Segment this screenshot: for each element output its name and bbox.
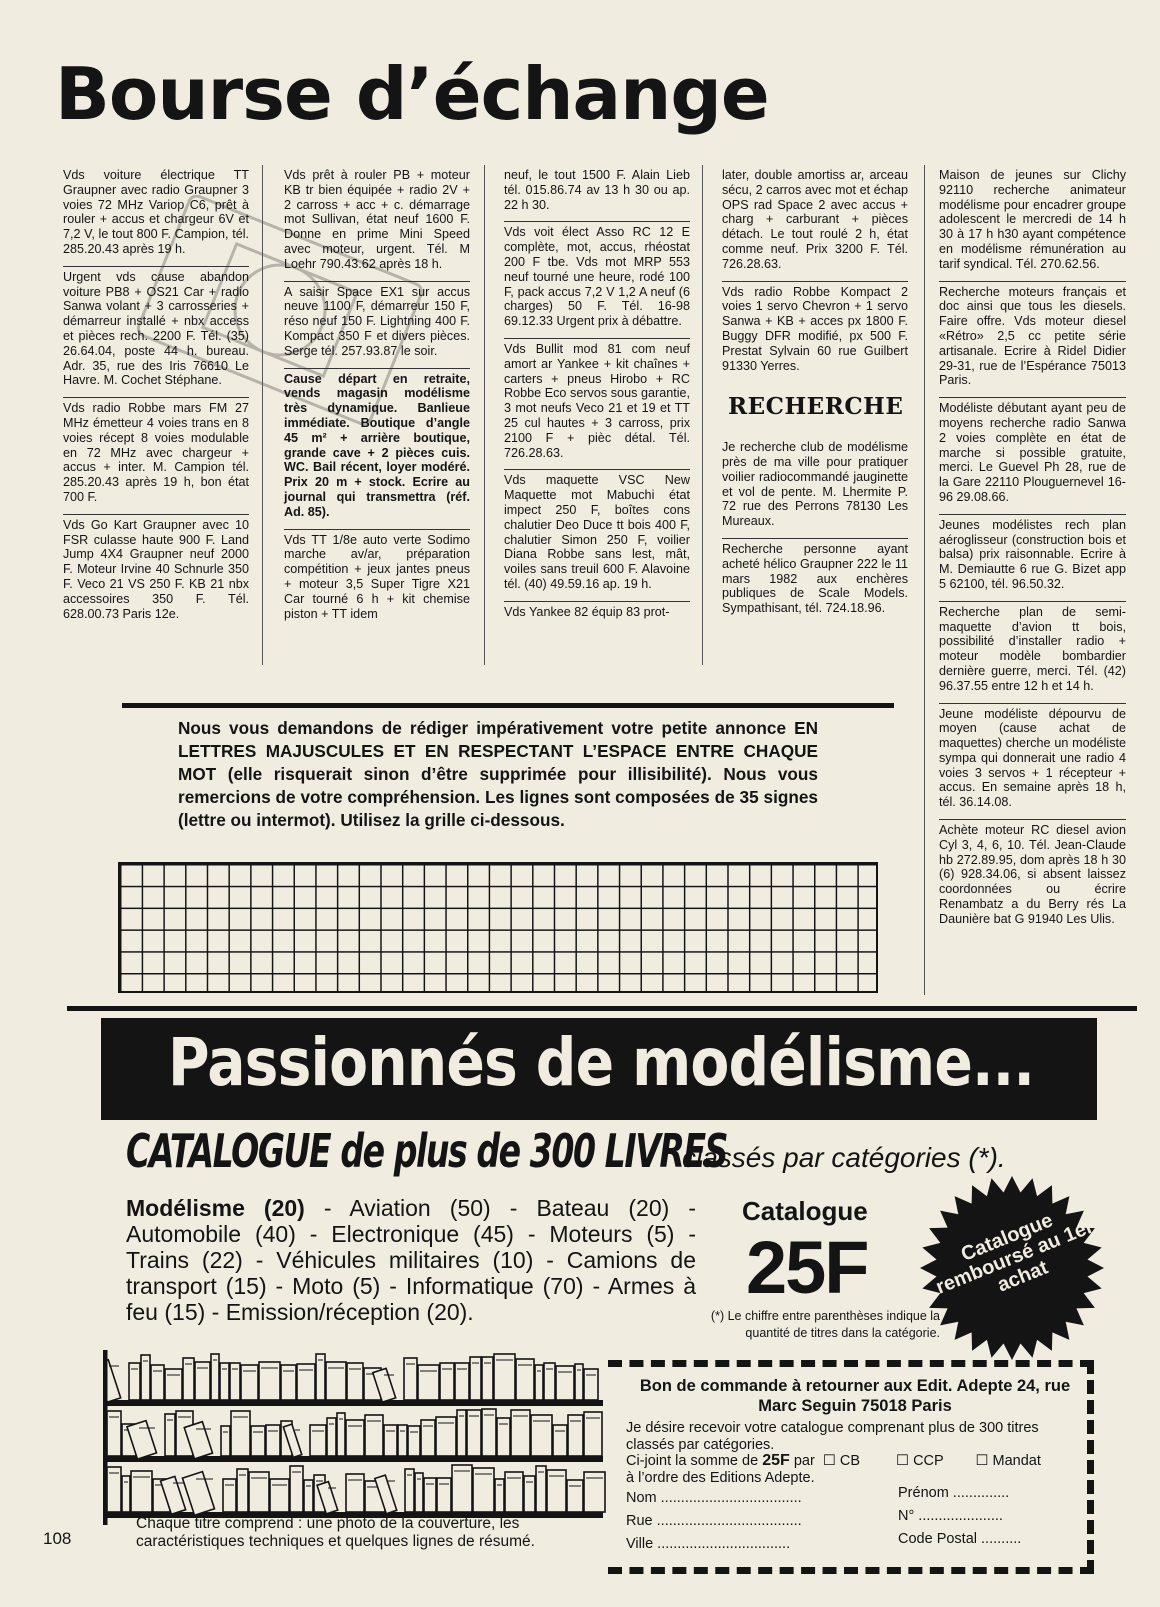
classified-ad: Vds voit élect Asso RC 12 E complète, mot, accus, rhéostat 200 F tbe. Vds mot MRP 553 neuf tourné une heure, rodé 100 F, pack accus 7,2 V 1,2 A neuf (6 charges) 50 F. Tél. 16-98 69.12.33 Urgent prix à débattre. [504, 221, 690, 338]
catalogue-label: Catalogue [742, 1196, 868, 1226]
classified-ad: Jeune modéliste dépourvu de moyen (cause achat de maquettes) cherche un modéliste sympa qui donnerait une radio 4 voies 3 servos + 1 récepteur + accus. En semaine après 18 h, tél. 36.14.08. [939, 703, 1126, 820]
catalogue-subtitle: classés par catégories (*). [682, 1142, 1006, 1173]
field-code-postal-label: Code Postal [898, 1531, 977, 1547]
bookshelf-caption: Chaque titre comprend : une photo de la couverture, les caractéristiques techniques et quelques lignes de résumé. [136, 1515, 535, 1550]
classified-ad: Recherche plan de semi-maquette d’avion tt bois, possibilité d’installer radio + moteur modèle bombardier dernière guerre, merci. Tél. (42) 96.37.55 entre 12 h et 14 h. [939, 601, 1126, 703]
field-code-postal[interactable]: Code Postal .......... [898, 1531, 1022, 1547]
column-rule [702, 165, 703, 665]
field-ville-label: Ville [626, 1536, 654, 1552]
classified-ad: Vds radio Robbe mars FM 27 MHz émetteur 4 voies trans en 8 voies récept 8 voies modulable en 72 MHz avec chargeur + accus + inter. M. Campion tél. 285.20.43 après 19 h, bon état 700 F. [63, 397, 249, 514]
coupon-payment-line [626, 1453, 1082, 1470]
classified-ad: Modéliste débutant ayant peu de moyens recherche radio Sanwa 2 voies complète en état de marche si possible gratuite, merci. Le Guevel Ph 28, rue de la Gare 22110 Plouguernevel 16-96 29.08.66. [939, 397, 1126, 514]
option-mandat[interactable]: ☐ Mandat [975, 1453, 1041, 1469]
classified-ad: A saisir Space EX1 sur accus neuve 1100 F, démarreur 150 F, réso neuf 150 F. Lightning 400 F. Kompact 350 F et divers pièces. Serge tél. 257.93.87 le soir. [284, 281, 470, 368]
classified-ad: Vds radio Robbe Kompact 2 voies 1 servo Chevron + 1 servo Sanwa + KB + acces px 1800 F. Buggy DFR modifié, px 500 F. Prestat Sylvain 60 rue Guilbert 91330 Yerres. [722, 281, 908, 383]
payment-prefix: Ci-joint la somme de [626, 1453, 759, 1469]
classified-ad: Vds maquette VSC New Maquette mot Mabuchi état impect 250 F, boîtes cons chalutier Deo Duce tt bois 400 F, chalutier Simon 250 F, voilier Diana Robbe sans lest, mât, voiles sans treuil 600 F. Alavoine tél. (40) 49.59.16 ap. 19 h. [504, 469, 690, 600]
field-numero[interactable]: N° ..................... [898, 1508, 1003, 1524]
coupon-title: Bon de commande à retourner aux Edit. Adepte 24, rue Marc Seguin 75018 Paris [639, 1377, 1071, 1415]
classified-ad: Urgent vds cause abandon voiture PB8 + OS21 Car + radio Sanwa volant + 3 carrosseries + démarreur installé + nbx access et pièces rech. 2200 F. Tél. (35) 26.64.04, poste 44 h. bureau. Adr. 35, rue des Iris 76610 Le Havre. M. Cochet Stéphane. [63, 266, 249, 397]
coupon-body [626, 1420, 1082, 1486]
option-mandat-label: Mandat [992, 1453, 1041, 1469]
field-prenom[interactable]: Prénom .............. [898, 1485, 1010, 1501]
classified-column-5 [939, 165, 1126, 936]
classified-ad: Je recherche club de modélisme près de ma ville pour pratiquer voilier radiocommandé jauginette et vol de pente. M. Lhermite P. 72 rue des Perrons 78130 Les Mureaux. [722, 440, 908, 529]
notice-top-rule [122, 703, 894, 708]
field-ville[interactable]: Ville ................................. [626, 1536, 791, 1552]
classified-ad: Vds Yankee 82 équip 83 prot- [504, 601, 690, 629]
classified-ad: Vds prêt à rouler PB + moteur KB tr bien équipée + radio 2V + 2 carross + acc + c. démarrage mot Sullivan, état neuf 1600 F. Donne en prime Mini Speed avec moteur, urgent. Tél. M Loehr 790.43.62 après 18 h. [284, 168, 470, 271]
classified-ad: Vds Go Kart Graupner avec 10 FSR culasse haute 900 F. Land Jump 4X4 Graupner neuf 2000 F. Moteur Irvine 40 Schnurle 350 F. Veco 21 VS 250 F. KB 21 nbx accessoires 350 F. Tél. 628.00.73 Paris 12e. [63, 514, 249, 631]
classified-ad: Vds Bullit mod 81 com neuf amort ar Yankee + kit chaînes + carters + pneus Hirobo + RC Robbe Eco servos sous garantie, 3 mot neufs Veco 21 et 19 et TT 25 cul hautes + 3 carross, prix 2100 F + pièc détal. Tél. 726.28.63. [504, 338, 690, 469]
classified-ad: Cause départ en retraite, vends magasin modélisme très dynamique. Banlieue immédiate. Boutique d’angle 45 m² + arrière boutique, grande cave + 2 pièces cuis. WC. Bail récent, loyer modéré. Prix 20 m + stock. Ecrire au journal qui transmettra (réf. Ad. 85). [284, 368, 470, 529]
classified-ad: neuf, le tout 1500 F. Alain Lieb tél. 015.86.74 av 13 h 30 ou ap. 22 h 30. [504, 168, 690, 212]
categories-rest: - Aviation (50) - Bateau (20) - Automobile (40) - Electronique (45) - Moteurs (5) - Trains (22) - Véhicules militaires (10) - Camions de transport (15) - Moto (5) - Informatique (70) - Armes à feu (15) - Emission/réception (20). [126, 1195, 696, 1325]
classified-column-2 [284, 165, 470, 630]
classified-ad: Recherche moteurs français et doc ainsi que tous les diesels. Faire offre. Vds moteur diesel «Rétro» 2,5 cc petite série artisanale. Ecrire à Ridel Didier 29-31, rue de l’Espérance 75013 Paris. [939, 281, 1126, 398]
option-cb-label: CB [839, 1453, 860, 1469]
classified-ad: Recherche personne ayant acheté hélico Graupner 222 le 11 mars 1982 aux enchères publiques de Scale Models. Sympathisant, tél. 724.18.96. [722, 538, 908, 625]
column-rule [484, 165, 485, 665]
option-ccp-label: CCP [913, 1453, 944, 1469]
section-divider [67, 1006, 1137, 1011]
classified-ad: Vds TT 1/8e auto verte Sodimo marche av/ar, préparation compétition + jeux jantes pneus + moteur 3,5 Super Tigre X21 Car tourné 6 h + kit chemise piston + TT idem [284, 529, 470, 631]
classified-ad: Jeunes modélistes rech plan aéroglisseur (construction bois et balsa) prix raisonnable. Ecrire à M. Demiautte 6 rue G. Bizet app 5 62100, tél. 96.50.32. [939, 514, 1126, 601]
ad-writing-grid[interactable] [118, 862, 878, 993]
field-rue-label: Rue [626, 1513, 653, 1529]
field-prenom-label: Prénom [898, 1485, 949, 1501]
page-title: Bourse d’échange [55, 52, 769, 136]
classified-ad: later, double amortiss ar, arceau sécu, 2 carros avec mot et échap OPS rad Space 2 avec accus + charg + carburant + pièces détach. Le tout roulé 2 h, état comme neuf. Prix 3200 F. Tél. 726.28.63. [722, 168, 908, 271]
categories-lead: Modélisme (20) [126, 1195, 305, 1221]
option-cb[interactable]: ☐ CB [822, 1453, 860, 1469]
categories-footnote: (*) Le chiffre entre parenthèses indique la quantité de titres dans la catégorie. [710, 1309, 940, 1340]
instructions-notice: Nous vous demandons de rédiger impérativement votre petite annonce EN LETTRES MAJUSCULES ET EN RESPECTANT L’ESPACE ENTRE CHAQUE MOT (elle risquerait sinon d’être supprimée pour illisibilité). Nous vous remercions de votre compréhension. Les lignes sont composées de 35 signes (lettre ou intermot). Utilisez la grille ci-dessous. [178, 718, 818, 830]
catalogue-price: 25F [746, 1226, 868, 1309]
option-ccp[interactable]: ☐ CCP [896, 1453, 944, 1469]
starburst-text: Catalogue remboursé au 1er achat [932, 1209, 1097, 1299]
page-number: 108 [43, 1529, 72, 1548]
column-rule [924, 165, 925, 995]
column-rule [262, 165, 263, 665]
field-nom[interactable]: Nom ................................... [626, 1490, 802, 1506]
categories-list [126, 1195, 696, 1325]
classified-column-3 [504, 165, 690, 629]
classified-ad: Maison de jeunes sur Clichy 92110 recherche animateur modélisme pour encadrer groupe adolescent le mercredi de 14 h 30 à 17 h h30 ayant compétence en modélisme rémunération au tarif syndical. Tél. 270.62.56. [939, 168, 1126, 271]
classified-column-4 [722, 165, 908, 625]
field-rue[interactable]: Rue .................................... [626, 1513, 802, 1529]
classified-ad: Achète moteur RC diesel avion Cyl 3, 4, 6, 10. Tél. Jean-Claude hb 272.89.95, dom après 18 h 30 (6) 928.34.06, si absent laissez coordonnées ou écrire Renambatz a du Berry rés La Daunière bat G 91940 Les Ulis. [939, 819, 1126, 936]
coupon-line-1: Je désire recevoir votre catalogue comprenant plus de 300 titres classés par catégories. [626, 1420, 1039, 1453]
field-numero-label: N° [898, 1508, 915, 1524]
coupon-line-3: à l’ordre des Editions Adepte. [626, 1469, 815, 1486]
ad-headline: Passionnés de modélisme... [168, 1024, 1035, 1101]
payment-par: par [793, 1453, 815, 1469]
classified-ad: Vds voiture électrique TT Graupner avec radio Graupner 3 voies 72 MHz Variop C6, prêt à rouler + accus et chargeur 6V et 7,2 V, le tout 800 F. Campion, tél. 285.20.43 après 19 h. [63, 168, 249, 256]
recherche-heading: RECHERCHE [728, 393, 904, 421]
classified-column-1 [63, 165, 249, 630]
catalogue-big-text: CATALOGUE de plus de 300 LIVRES [126, 1124, 728, 1178]
payment-amount: 25F [762, 1452, 790, 1469]
field-nom-label: Nom [626, 1490, 657, 1506]
